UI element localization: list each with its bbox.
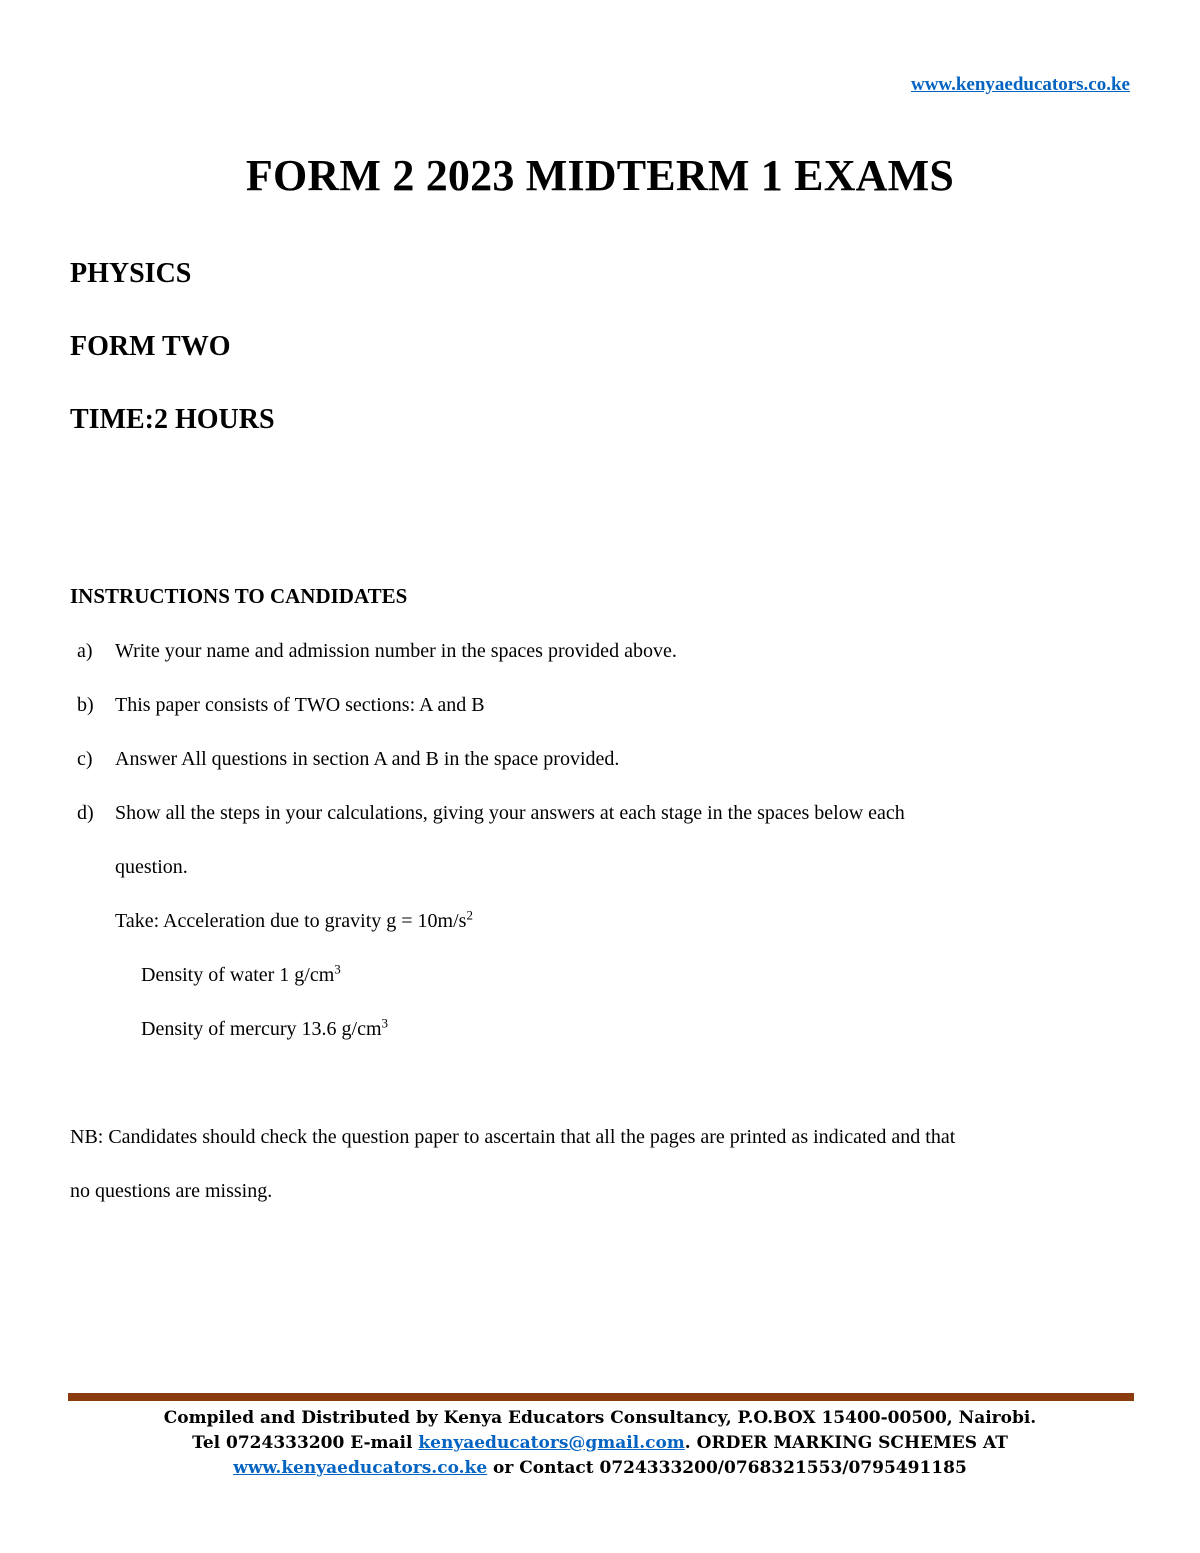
gravity-constant <box>115 907 473 933</box>
footer-email-link[interactable]: kenyaeducators@gmail.com <box>418 1433 685 1453</box>
footer-tel: Tel 0724333200 E-mail <box>192 1433 419 1453</box>
instruction-continuation: question. <box>115 856 188 878</box>
mercury-density <box>141 1015 388 1041</box>
instruction-marker: c) <box>77 748 93 770</box>
footer-line-2 <box>0 1431 1200 1456</box>
water-density-text: Density of water 1 g/cm <box>141 964 335 986</box>
mercury-density-text: Density of mercury 13.6 g/cm <box>141 1018 382 1040</box>
footer <box>0 1406 1200 1481</box>
gravity-exponent: 2 <box>466 907 473 923</box>
instruction-marker: a) <box>77 640 93 662</box>
instructions-heading: INSTRUCTIONS TO CANDIDATES <box>70 584 408 608</box>
note-line-1: NB: Candidates should check the question paper to ascertain that all the pages are printed as indicated and that <box>70 1126 956 1148</box>
footer-contact: or Contact 0724333200/0768321553/0795491185 <box>487 1458 967 1478</box>
instruction-text: This paper consists of TWO sections: A and B <box>115 694 485 716</box>
form-label: FORM TWO <box>70 331 231 362</box>
footer-divider <box>68 1393 1134 1401</box>
time-label: TIME:2 HOURS <box>70 404 275 435</box>
instruction-marker: b) <box>77 694 94 716</box>
footer-website-link[interactable]: www.kenyaeducators.co.ke <box>233 1458 488 1478</box>
exam-title: FORM 2 2023 MIDTERM 1 EXAMS <box>245 151 955 200</box>
note-line-2: no questions are missing. <box>70 1180 273 1202</box>
subject-label: PHYSICS <box>70 258 192 289</box>
instruction-text: Answer All questions in section A and B in the space provided. <box>115 748 620 770</box>
gravity-text: Take: Acceleration due to gravity g = 10m/s <box>115 910 467 932</box>
footer-order-text: . ORDER MARKING SCHEMES AT <box>684 1433 1008 1453</box>
water-density-exponent: 3 <box>334 961 341 977</box>
footer-line-3 <box>0 1456 1200 1481</box>
instruction-marker: d) <box>77 802 94 824</box>
instruction-text: Write your name and admission number in the spaces provided above. <box>115 640 677 662</box>
footer-line-1: Compiled and Distributed by Kenya Educators Consultancy, P.O.BOX 15400-00500, Nairobi. <box>163 1408 1037 1428</box>
mercury-density-exponent: 3 <box>381 1015 388 1031</box>
instruction-text: Show all the steps in your calculations, giving your answers at each stage in the spaces below each <box>115 802 905 824</box>
header-website-link[interactable]: www.kenyaeducators.co.ke <box>910 74 1130 95</box>
water-density <box>141 961 341 987</box>
